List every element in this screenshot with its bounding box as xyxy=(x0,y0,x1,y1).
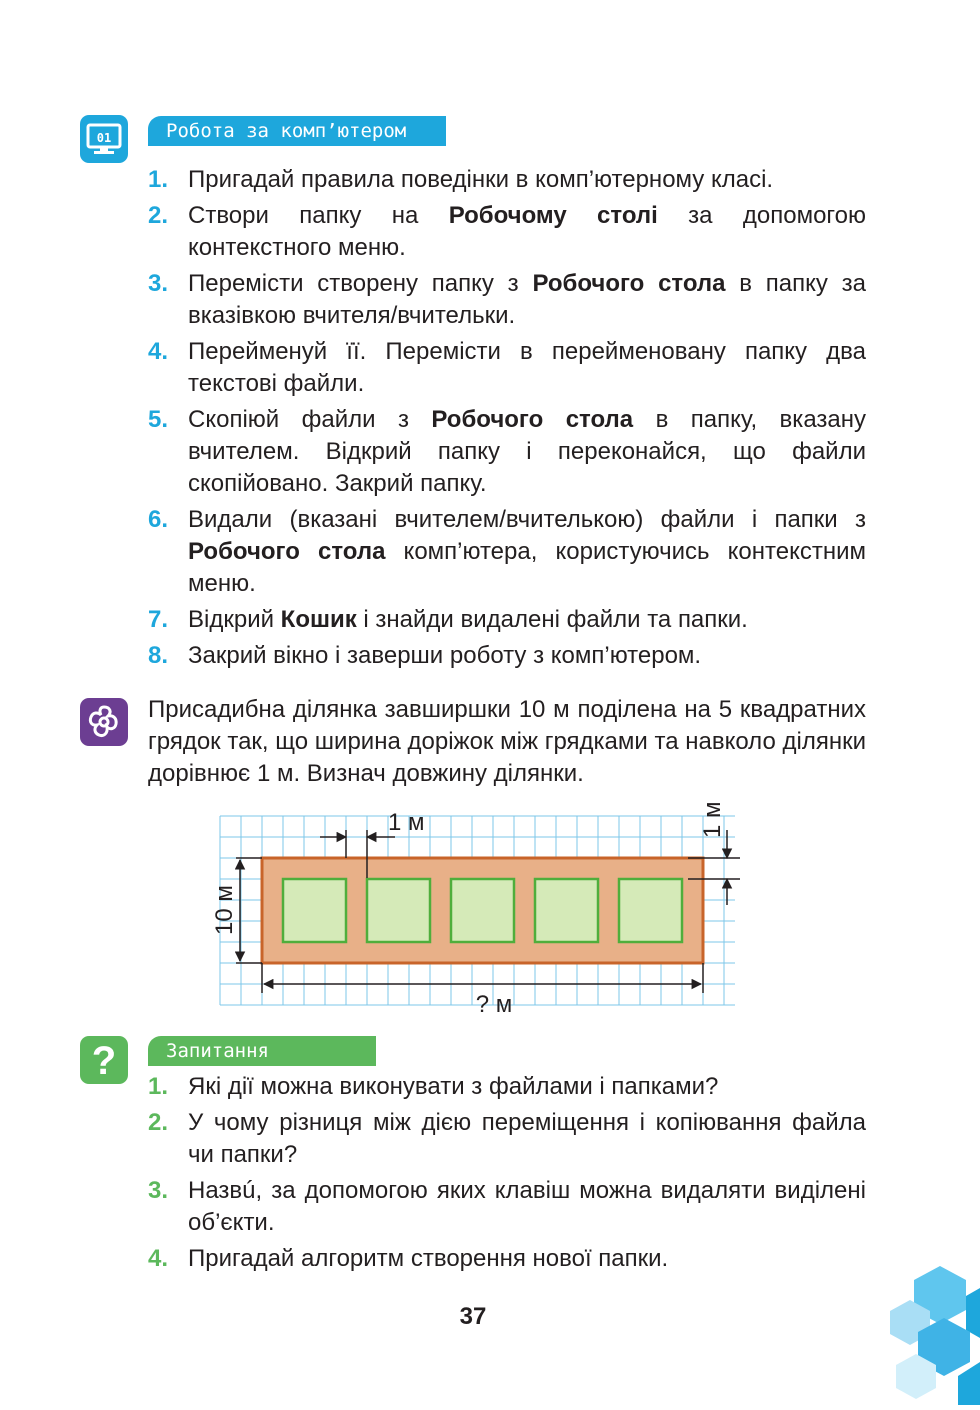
item-text: Скопіюй файли з Робочого стола в папку, вказану вчителем. Відкрий папку і переконайся, що файли скопійовано. Закрий папку. xyxy=(188,406,867,497)
list-item xyxy=(148,504,866,600)
garden-bed xyxy=(367,879,430,942)
garden-plot-diagram xyxy=(200,790,760,1025)
banner-title: Запитання xyxy=(166,1040,269,1062)
item-number: 1. xyxy=(148,1073,169,1100)
item-number: 4. xyxy=(148,1245,169,1272)
list-item xyxy=(148,164,866,196)
item-text: Пригадай правила поведінки в комп’ютерному класі. xyxy=(188,166,774,193)
item-text: Закрий вікно і заверши роботу з комп’ютером. xyxy=(188,642,702,669)
item-text: Перемісти створену папку з Робочого стола в папку за вказівкою вчителя/вчительки. xyxy=(188,270,867,329)
computer-task-list xyxy=(148,164,866,676)
questions-list xyxy=(148,1071,866,1279)
puzzle-problem-text: Присадибна ділянка завширшки 10 м поділена на 5 квадратних грядок так, що ширина доріжок між грядками та навколо ділянки дорівнює 1 м. Визнач довжину ділянки. xyxy=(148,696,866,787)
item-number: 8. xyxy=(148,642,169,669)
garden-bed xyxy=(451,879,514,942)
item-text: Відкрий Кошик і знайди видалені файли та папки. xyxy=(188,606,748,633)
list-item xyxy=(148,1071,866,1103)
list-item xyxy=(148,268,866,332)
puzzle-icon xyxy=(80,698,128,746)
computer-monitor-icon xyxy=(80,115,128,163)
label-length: ? м xyxy=(475,991,513,1018)
section-banner-questions xyxy=(148,1036,376,1066)
item-number: 2. xyxy=(148,1109,169,1136)
item-text: Створи папку на Робочому столі за допомогою контекстного меню. xyxy=(188,202,867,261)
item-text: Перейменуй її. Перемісти в перейменовану папку два текстові файли. xyxy=(188,338,866,397)
banner-title: Робота за комп’ютером xyxy=(166,120,407,142)
question-mark-icon xyxy=(80,1036,128,1084)
page-number: 37 xyxy=(459,1303,487,1330)
item-number: 3. xyxy=(148,1177,169,1204)
hexagon-decoration xyxy=(880,1258,980,1410)
item-text: Пригадай алгоритм створення нової папки. xyxy=(188,1245,669,1272)
item-number: 3. xyxy=(148,270,169,297)
list-item xyxy=(148,404,866,500)
item-text: Які дії можна виконувати з файлами і папками? xyxy=(188,1073,719,1100)
item-number: 4. xyxy=(148,338,169,365)
garden-bed xyxy=(619,879,682,942)
question-glyph: ? xyxy=(91,1039,117,1083)
garden-bed xyxy=(283,879,346,942)
item-text: Видали (вказані вчителем/вчителькою) файли і папки з Робочого стола комп’ютера, користуючись контекстним меню. xyxy=(188,506,866,597)
list-item xyxy=(148,336,866,400)
garden-beds xyxy=(283,879,682,942)
list-item xyxy=(148,1243,866,1275)
label-path-width: 1 м xyxy=(388,809,425,836)
garden-bed xyxy=(535,879,598,942)
section-banner-computer xyxy=(148,116,446,146)
list-item xyxy=(148,640,866,672)
item-number: 2. xyxy=(148,202,169,229)
item-text: У чому різниця між дією переміщення і копіювання файла чи папки? xyxy=(188,1109,866,1168)
item-number: 6. xyxy=(148,506,169,533)
item-number: 7. xyxy=(148,606,169,633)
label-border-width: 1 м xyxy=(699,801,726,838)
list-item xyxy=(148,1107,866,1171)
item-number: 5. xyxy=(148,406,169,433)
label-height: 10 м xyxy=(211,885,238,935)
list-item xyxy=(148,1175,866,1239)
item-number: 1. xyxy=(148,166,169,193)
list-item xyxy=(148,604,866,636)
computer-icon-label: 01 xyxy=(96,131,112,145)
item-text: Назвú, за допомогою яких клавіш можна видаляти виділені об’єкти. xyxy=(188,1177,866,1236)
list-item xyxy=(148,200,866,264)
